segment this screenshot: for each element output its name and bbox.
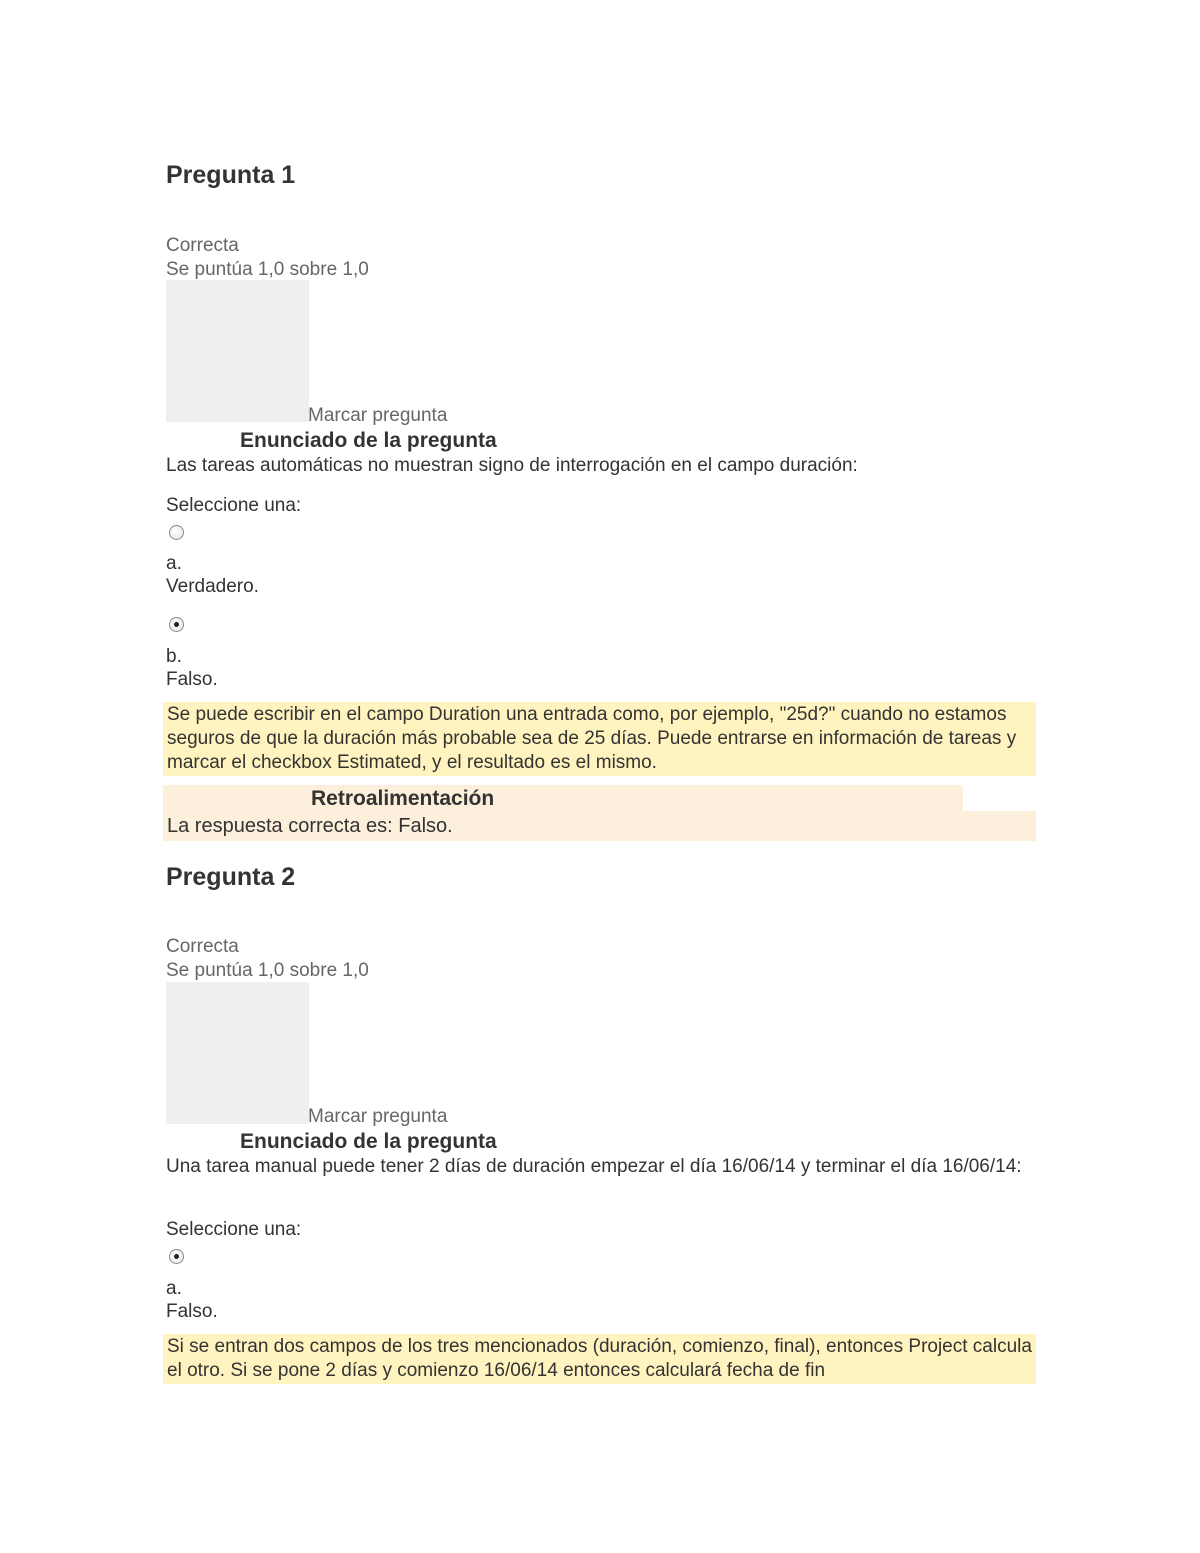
question-2-option-a-letter: a. <box>166 1278 182 1299</box>
question-1-title: Pregunta 1 <box>166 161 296 189</box>
question-1-feedback-bar <box>163 785 963 813</box>
question-1-option-a-letter: a. <box>166 553 182 574</box>
question-1-heading: Enunciado de la pregunta <box>240 429 497 452</box>
question-2-heading: Enunciado de la pregunta <box>240 1130 497 1153</box>
question-1-grade: Se puntúa 1,0 sobre 1,0 <box>166 259 369 280</box>
question-1-prompt: Seleccione una: <box>166 495 302 516</box>
question-1-option-b-text[interactable]: Falso. <box>166 669 218 690</box>
question-2-title: Pregunta 2 <box>166 863 296 891</box>
question-2-flag-label[interactable]: Marcar pregunta <box>308 1106 448 1127</box>
question-2-option-a-text[interactable]: Falso. <box>166 1301 218 1322</box>
question-1-option-a-radio[interactable] <box>169 525 184 540</box>
question-1-option-b-letter: b. <box>166 646 182 667</box>
question-2-text: Una tarea manual puede tener 2 días de duración empezar el día 16/06/14 y terminar el día 16/06/14: <box>166 1156 1022 1177</box>
question-2-option-a-radio[interactable] <box>169 1249 184 1264</box>
question-2-grade: Se puntúa 1,0 sobre 1,0 <box>166 960 369 981</box>
question-1-option-a-text[interactable]: Verdadero. <box>166 576 259 597</box>
question-2-specific-feedback: Si se entran dos campos de los tres mencionados (duración, comienzo, final), entonces Project calcula el otro. Si se pone 2 días y comienzo 16/06/14 entonces calculará fecha de fin <box>163 1334 1036 1384</box>
question-1-text: Las tareas automáticas no muestran signo de interrogación en el campo duración: <box>166 455 858 476</box>
question-1-specific-feedback: Se puede escribir en el campo Duration una entrada como, por ejemplo, "25d?" cuando no estamos seguros de que la duración más probable sea de 25 días. Puede entrarse en información de tareas y marcar el checkbox Estimated, y el resultado es el mismo. <box>163 702 1036 776</box>
question-2-prompt: Seleccione una: <box>166 1219 302 1240</box>
question-1-right-answer: La respuesta correcta es: Falso. <box>163 811 1036 841</box>
question-2-state: Correcta <box>166 936 239 957</box>
question-1-flag-label[interactable]: Marcar pregunta <box>308 405 448 426</box>
flag-icon[interactable] <box>166 982 309 1124</box>
question-1-option-b-radio[interactable] <box>169 617 184 632</box>
question-1-state: Correcta <box>166 235 239 256</box>
question-1-feedback-heading: Retroalimentación <box>311 787 495 810</box>
flag-icon[interactable] <box>166 280 309 422</box>
